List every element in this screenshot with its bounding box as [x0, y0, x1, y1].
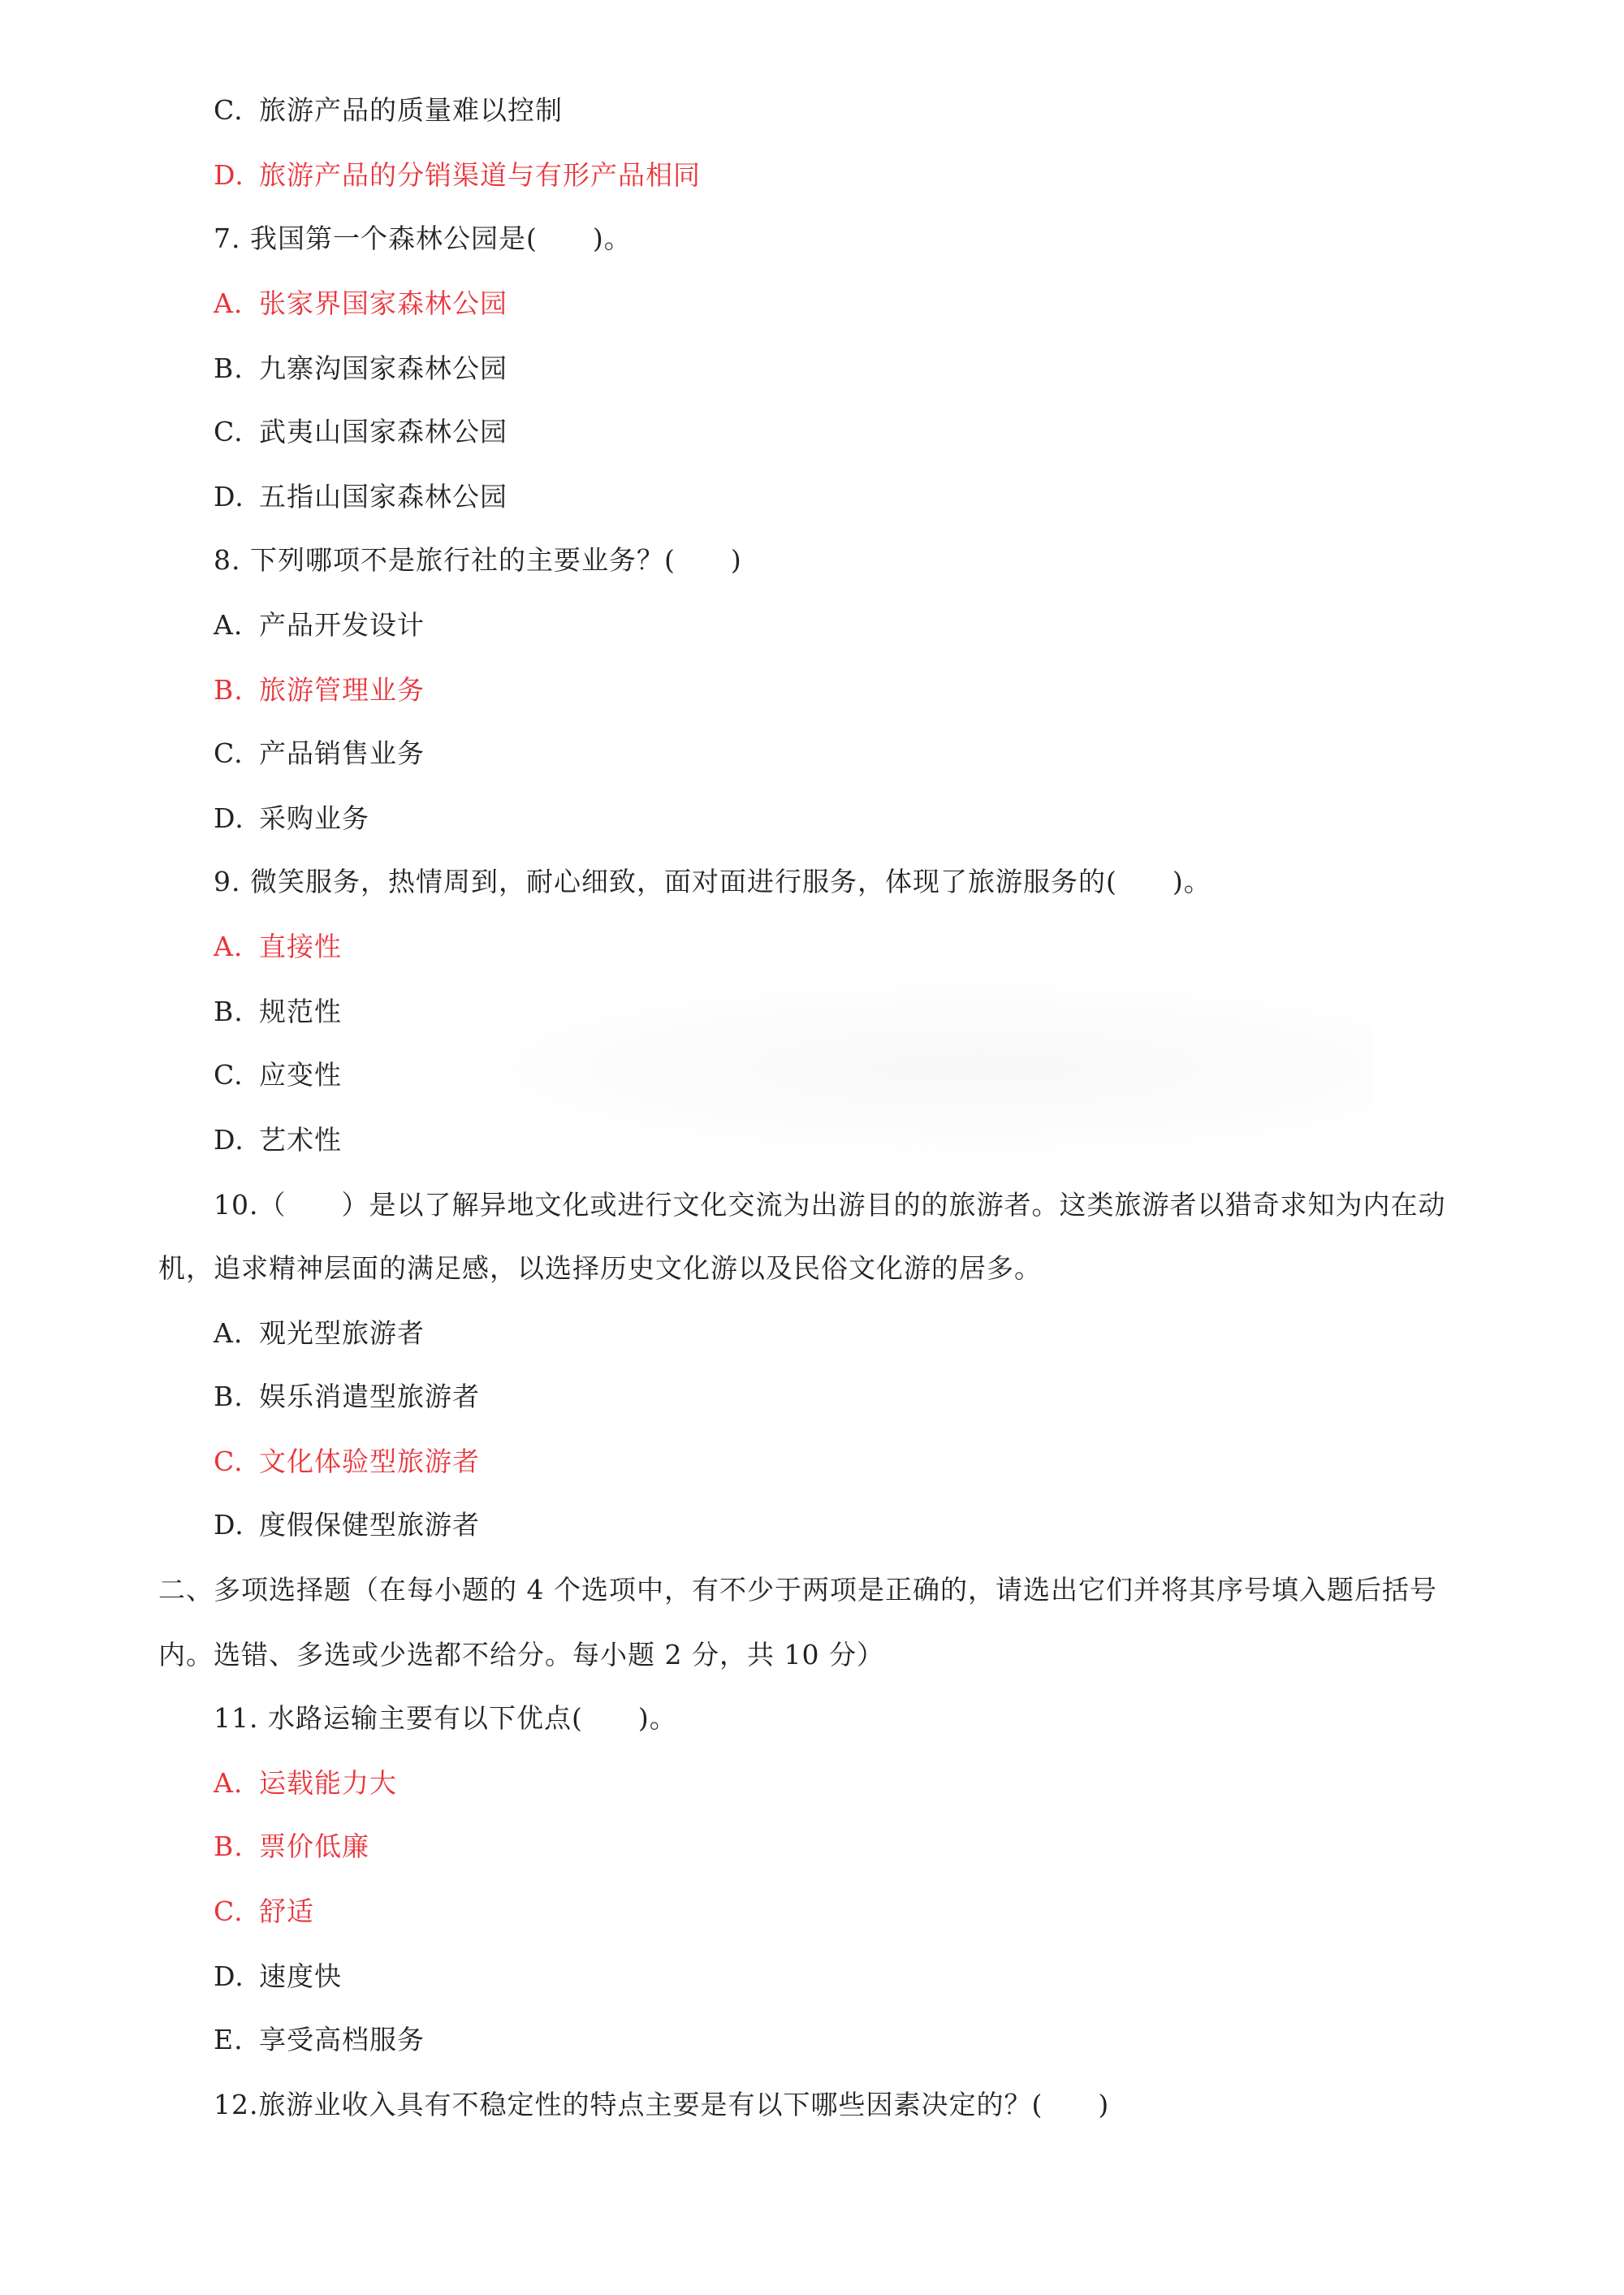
- option-label: D.: [214, 1124, 244, 1156]
- option-line: [0, 607, 1624, 643]
- option-label: C.: [214, 94, 244, 126]
- option-line: [0, 994, 1624, 1030]
- option-text: 票价低廉: [259, 1830, 369, 1862]
- option-line: [0, 93, 1624, 128]
- option-line-correct: [0, 929, 1624, 965]
- option-text: 规范性: [259, 996, 342, 1027]
- option-text: 应变性: [259, 1059, 342, 1091]
- option-line-correct: [0, 286, 1624, 322]
- option-line: [0, 2022, 1624, 2058]
- option-text: 九寨沟国家森林公园: [259, 352, 508, 384]
- option-text: 享受高档服务: [259, 2024, 425, 2055]
- option-line: [0, 1507, 1624, 1543]
- option-line: [0, 801, 1624, 836]
- option-line: [0, 351, 1624, 387]
- option-line: [0, 1122, 1624, 1158]
- option-line: [0, 1057, 1624, 1093]
- option-line-correct: [0, 1894, 1624, 1930]
- option-line-correct: [0, 672, 1624, 708]
- option-label: C.: [214, 1895, 244, 1927]
- option-line: [0, 479, 1624, 515]
- option-label: D.: [214, 1509, 244, 1541]
- option-label: C.: [214, 737, 244, 769]
- option-text: 直接性: [259, 931, 342, 962]
- option-label: D.: [214, 481, 244, 512]
- option-label: C.: [214, 416, 244, 447]
- option-label: B.: [214, 674, 244, 706]
- option-label: B.: [214, 352, 244, 384]
- option-label: A.: [214, 1317, 244, 1349]
- option-label: D.: [214, 802, 244, 834]
- section-heading: 二、多项选择题（在每小题的 4 个选项中，有不少于两项是正确的，请选出它们并将其序号填入题后括号: [158, 1574, 1437, 1606]
- option-label: C.: [214, 1059, 244, 1091]
- option-label: B.: [214, 1830, 244, 1862]
- option-line: [0, 1316, 1624, 1351]
- option-text: 旅游产品的质量难以控制: [259, 94, 563, 126]
- option-label: B.: [214, 1381, 244, 1412]
- option-line: [0, 736, 1624, 771]
- option-line: [0, 414, 1624, 450]
- option-line-correct: [0, 1829, 1624, 1865]
- option-text: 旅游产品的分销渠道与有形产品相同: [259, 159, 701, 191]
- option-text: 度假保健型旅游者: [259, 1509, 480, 1541]
- option-line: [0, 1379, 1624, 1415]
- option-line: [0, 1959, 1624, 1995]
- option-text: 舒适: [259, 1895, 314, 1927]
- option-line-correct: [0, 1444, 1624, 1480]
- option-text: 观光型旅游者: [259, 1317, 425, 1349]
- option-label: C.: [214, 1446, 244, 1477]
- question-10: 10.（ ）是以了解异地文化或进行文化交流为出游目的的旅游者。这类旅游者以猎奇求知为内在动: [214, 1189, 1446, 1221]
- option-line-correct: [0, 158, 1624, 193]
- option-label: A.: [214, 931, 244, 962]
- option-text: 武夷山国家森林公园: [259, 416, 508, 447]
- option-text: 旅游管理业务: [259, 674, 425, 706]
- question-7: 7. 我国第一个森林公园是( )。: [214, 223, 632, 254]
- section-heading-continued: 内。选错、多选或少选都不给分。每小题 2 分，共 10 分）: [158, 1639, 884, 1670]
- option-text: 产品销售业务: [259, 737, 425, 769]
- option-text: 张家界国家森林公园: [259, 287, 508, 319]
- option-label: D.: [214, 1960, 244, 1992]
- option-label: A.: [214, 1767, 244, 1799]
- option-text: 速度快: [259, 1960, 342, 1992]
- question-10-continued: 机，追求精神层面的满足感，以选择历史文化游以及民俗文化游的居多。: [158, 1252, 1042, 1284]
- question-8: 8. 下列哪项不是旅行社的主要业务？( ): [214, 544, 742, 576]
- question-9: 9. 微笑服务，热情周到，耐心细致，面对面进行服务，体现了旅游服务的( )。: [214, 866, 1212, 897]
- option-text: 文化体验型旅游者: [259, 1446, 480, 1477]
- option-label: A.: [214, 287, 244, 319]
- option-text: 艺术性: [259, 1124, 342, 1156]
- option-label: E.: [214, 2024, 244, 2055]
- option-line-correct: [0, 1766, 1624, 1801]
- option-label: A.: [214, 609, 244, 641]
- option-text: 娱乐消遣型旅游者: [259, 1381, 480, 1412]
- question-12: 12.旅游业收入具有不稳定性的特点主要是有以下哪些因素决定的？( ): [214, 2089, 1110, 2120]
- option-text: 运载能力大: [259, 1767, 397, 1799]
- option-text: 采购业务: [259, 802, 369, 834]
- option-text: 五指山国家森林公园: [259, 481, 508, 512]
- option-label: D.: [214, 159, 244, 191]
- question-11: 11. 水路运输主要有以下优点( )。: [214, 1702, 677, 1734]
- option-label: B.: [214, 996, 244, 1027]
- option-text: 产品开发设计: [259, 609, 425, 641]
